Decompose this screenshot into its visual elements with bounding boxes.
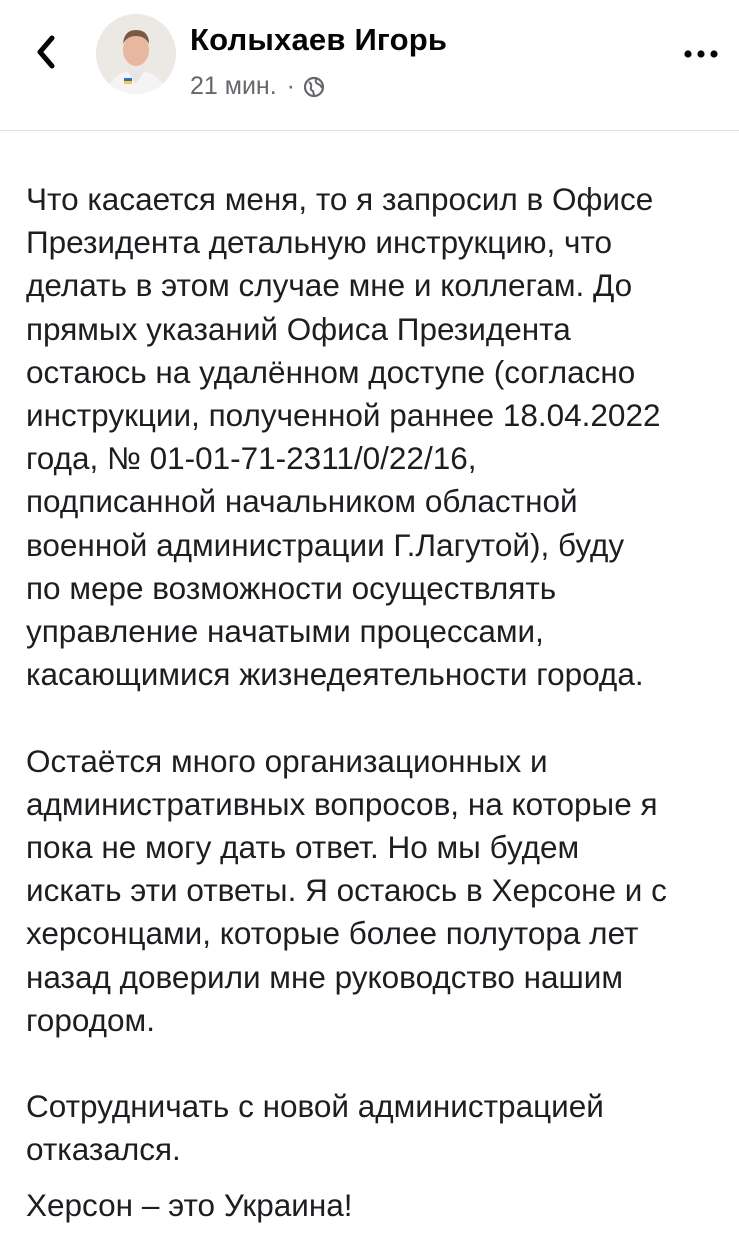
post-paragraph-1: Что касается меня, то я запросил в Офисе Президента детальную инструкцию, что делать в этом случае мне и коллегам. До прямых указаний Офиса Президента остаюсь на удалённом доступе (согласно инструкции, полученной раннее 18.04.2022 года, № 01-01-71-2311/0/22/16, подписанной начальником областной военной администрации Г.Лагутой), буду по мере возможности осуществлять управление начатыми процессами, касающимися жизнедеятельности города.: [26, 181, 661, 693]
meta-separator: ·: [286, 72, 295, 100]
post-header: [0, 0, 739, 131]
post-meta: [190, 72, 325, 101]
post-closing-text: Херсон – это Украина!: [26, 1186, 353, 1223]
author-name[interactable]: Колыхаев Игорь: [190, 22, 448, 57]
globe-icon[interactable]: [303, 76, 325, 98]
ukraine-flag-icon: [363, 1194, 399, 1218]
post-paragraph-4: [26, 1184, 726, 1227]
post-body: [26, 178, 726, 1227]
avatar-image: [96, 14, 176, 94]
more-horizontal-icon: [682, 44, 720, 64]
more-options-button[interactable]: [682, 44, 720, 64]
chevron-left-icon: [30, 28, 64, 76]
post-paragraph-3: Сотрудничать с новой администрацией отказался.: [26, 1088, 604, 1168]
post-timestamp[interactable]: 21 мин.: [190, 72, 277, 100]
avatar[interactable]: [96, 14, 176, 94]
back-button[interactable]: [30, 28, 64, 76]
post-paragraph-2: Остаётся много организационных и административных вопросов, на которые я пока не могу дать ответ. Но мы будем искать эти ответы. Я остаюсь в Херсоне и с херсонцами, которые более полутора лет назад доверили мне руководство нашим городом.: [26, 742, 667, 1038]
